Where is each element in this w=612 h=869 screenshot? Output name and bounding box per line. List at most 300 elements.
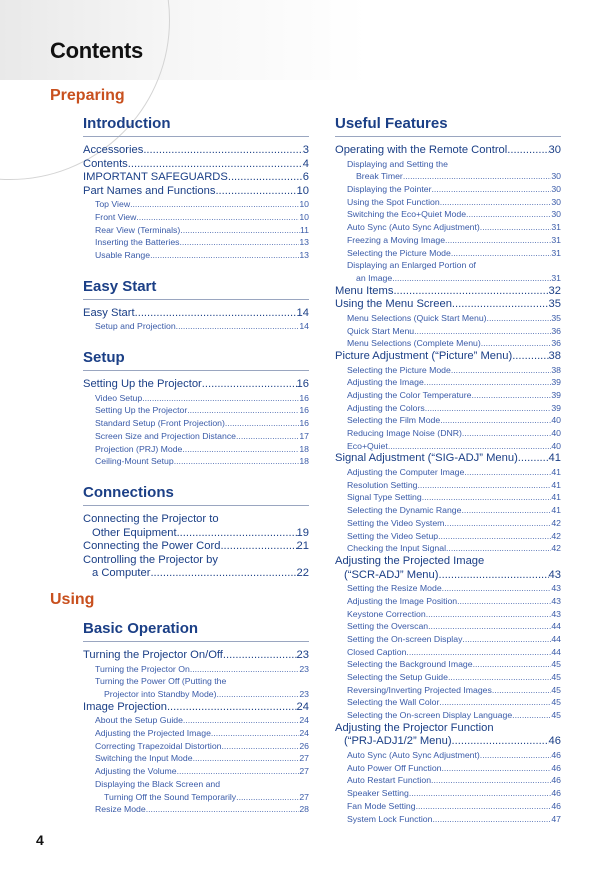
toc-entry-page: 30	[548, 144, 561, 156]
toc-entry-page: 24	[296, 700, 309, 713]
toc-entry-page: 31	[551, 222, 561, 233]
toc-entry-page: 27	[299, 753, 309, 764]
toc-entry-page: 13	[299, 250, 309, 261]
dot-leader	[220, 540, 296, 554]
toc-entry-top-view[interactable]	[83, 198, 309, 211]
dot-leader	[439, 696, 551, 709]
toc-entry-label: Adjusting the Image Position	[347, 595, 458, 606]
dot-leader	[451, 247, 552, 260]
toc-entry-line: Displaying the Black Screen and	[95, 778, 221, 789]
toc-entry-label: Easy Start	[83, 306, 135, 319]
toc-entry-resize-mode[interactable]	[83, 803, 309, 816]
toc-entry-page: 40	[551, 428, 561, 439]
toc-entry-page: 16	[299, 392, 309, 403]
toc-entry-label: Fan Mode Setting	[347, 800, 416, 811]
section-basic-operation	[83, 620, 309, 816]
toc-entry-a-computer[interactable]	[83, 567, 309, 581]
toc-entry-label: Video Setup	[95, 392, 143, 403]
dot-leader	[451, 364, 552, 377]
toc-entry-inserting-the-batteries[interactable]	[83, 236, 309, 249]
toc-entry-label: Setting Up the Projector	[95, 405, 188, 416]
toc-entry-reducing-image-noise-dnr[interactable]	[335, 427, 561, 440]
toc-entry-label: Accessories	[83, 144, 144, 156]
dot-leader	[143, 144, 302, 158]
toc-entry-rear-view-terminals[interactable]	[83, 224, 309, 237]
toc-entry-page: 41	[548, 452, 561, 465]
toc-entry-switching-the-eco-quiet-mode[interactable]	[335, 208, 561, 221]
toc-entry-label: Selecting the Picture Mode	[347, 247, 451, 258]
toc-entry-page: 16	[299, 418, 309, 429]
toc-entry-label: Selecting the Picture Mode	[347, 364, 451, 375]
toc-entry-easy-start[interactable]	[83, 307, 309, 321]
dot-leader	[409, 787, 552, 800]
toc-entry-page: 31	[551, 272, 561, 283]
toc-entry-closed-caption[interactable]	[335, 646, 561, 659]
toc-entry-page: 45	[551, 672, 561, 683]
toc-entry-page: 16	[299, 405, 309, 416]
dot-leader	[473, 658, 552, 671]
dot-leader	[187, 404, 299, 417]
dot-leader	[432, 183, 552, 196]
toc-entry-label: Freezing a Moving Image	[347, 234, 446, 245]
toc-entry-scr-adj-menu[interactable]	[335, 569, 561, 583]
toc-entry-label: a Computer	[92, 567, 151, 580]
toc-entry-page: 14	[299, 321, 309, 332]
section-heading: Useful Features	[335, 115, 561, 137]
toc-entry-label: Adjusting the Color Temperature	[347, 389, 472, 400]
dot-leader	[414, 325, 551, 338]
toc-entry-setting-the-video-setup[interactable]	[335, 530, 561, 543]
toc-entry-label: (“PRJ-ADJ1/2” Menu)	[344, 735, 452, 748]
dot-leader	[228, 171, 303, 185]
toc-entry-usable-range[interactable]	[83, 249, 309, 262]
toc-entry-label: Using the Spot Function	[347, 196, 440, 207]
toc-entry-label: Menu Items	[335, 284, 394, 297]
toc-entry-page: 42	[551, 517, 561, 528]
toc-entry-fan-mode-setting[interactable]	[335, 800, 561, 813]
dot-leader	[223, 649, 297, 663]
toc-entry-label: Eco+Quiet	[347, 440, 388, 451]
toc-entry-label: Inserting the Batteries	[95, 237, 180, 248]
dot-leader	[507, 144, 548, 158]
toc-entry-page: 3	[302, 144, 309, 156]
dot-leader	[442, 582, 552, 595]
toc-entry-label: Image Projection	[83, 700, 167, 713]
toc-entry-label: Setup and Projection	[95, 321, 176, 332]
toc-entry-label: Turning the Projector On/Off	[83, 649, 223, 661]
right-column	[335, 115, 561, 841]
toc-entry-page: 42	[551, 543, 561, 554]
toc-entry-label: Displaying the Pointer	[347, 184, 432, 194]
toc-entry-page: 44	[551, 633, 561, 644]
toc-entry-setup-and-projection[interactable]	[83, 320, 309, 333]
toc-entry-page: 45	[551, 659, 561, 670]
left-column-top	[83, 115, 309, 597]
toc-entry-page: 18	[299, 456, 309, 467]
toc-entry-page: 41	[551, 505, 561, 516]
dot-leader	[146, 803, 300, 816]
toc-entry-page: 14	[296, 306, 309, 319]
dot-leader	[388, 440, 552, 453]
dot-leader	[236, 430, 299, 443]
toc-entry-label: Auto Sync (Auto Sync Adjustment)	[347, 222, 480, 233]
dot-leader	[512, 350, 548, 364]
toc-entry-page: 41	[551, 492, 561, 503]
dot-leader	[190, 663, 300, 676]
toc-entry-turning-off-the-sound-temporarily[interactable]	[83, 791, 309, 804]
toc-entry-label: Checking the Input Signal	[347, 543, 447, 554]
toc-entry-label: Operating with the Remote Control	[335, 144, 508, 156]
toc-entry-adjusting-the-projected-image[interactable]	[83, 727, 309, 740]
toc-entry-label: Rear View (Terminals)	[95, 224, 181, 235]
toc-entry-page: 45	[551, 684, 561, 695]
toc-entry-page: 11	[299, 224, 309, 235]
dot-leader	[480, 221, 552, 234]
left-column-bottom	[83, 620, 309, 832]
toc-entry-line: Turning the Power Off (Putting the	[95, 676, 227, 687]
toc-entry-page: 36	[551, 325, 561, 336]
toc-entry-page: 24	[299, 715, 309, 726]
toc-entry-adjusting-the-volume[interactable]	[83, 765, 309, 778]
toc-entry-adjusting-the-image-position[interactable]	[335, 595, 561, 608]
toc-entry-page: 45	[551, 710, 561, 721]
toc-entry-page: 27	[299, 766, 309, 777]
toc-entry-label: System Lock Function	[347, 813, 433, 824]
toc-entry-label: Ceiling-Mount Setup	[95, 456, 174, 467]
toc-entry-page: 18	[299, 443, 309, 454]
toc-entry-selecting-the-picture-mode[interactable]	[335, 364, 561, 377]
toc-entry-page: 38	[548, 349, 561, 362]
toc-entry-menu-selections-quick-start-menu[interactable]	[335, 312, 561, 325]
toc-entry-page: 35	[548, 298, 561, 311]
dot-leader	[452, 735, 549, 749]
dot-leader	[174, 455, 300, 468]
toc-entry-connecting-the-power-cord[interactable]	[83, 540, 309, 554]
section-useful-features	[335, 115, 561, 825]
dot-leader	[130, 198, 299, 211]
toc-entry-picture-adjustment-picture-menu[interactable]	[335, 350, 561, 364]
toc-entry-projector-into-standby-mode[interactable]	[83, 688, 309, 701]
toc-entry-quick-start-menu[interactable]	[335, 325, 561, 338]
toc-entry-auto-sync-auto-sync-adjustment[interactable]	[335, 221, 561, 234]
toc-entry-front-view[interactable]	[83, 211, 309, 224]
toc-entry-contents[interactable]	[83, 158, 309, 172]
dot-leader	[428, 620, 551, 633]
toc-entry-page: 31	[551, 234, 561, 245]
toc-entry-label: an Image	[356, 272, 393, 283]
dot-leader	[128, 158, 303, 172]
toc-entry-setting-the-resize-mode[interactable]	[335, 582, 561, 595]
dot-leader	[136, 211, 299, 224]
toc-entry-page: 36	[551, 338, 561, 349]
toc-entry-page: 40	[551, 440, 561, 451]
dot-leader	[444, 517, 551, 530]
toc-entry-label: Correcting Trapezoidal Distortion	[95, 740, 222, 751]
toc-entry-checking-the-input-signal[interactable]	[335, 542, 561, 555]
toc-entry-label: Speaker Setting	[347, 788, 409, 799]
toc-entry-page: 28	[299, 804, 309, 815]
toc-entry-page: 4	[302, 157, 309, 170]
dot-leader	[177, 527, 297, 541]
toc-entry-accessories[interactable]	[83, 144, 309, 158]
toc-entry-label: Adjusting the Image	[347, 377, 424, 388]
dot-leader	[150, 567, 296, 581]
toc-entry-signal-adjustment-sig-adj-menu[interactable]	[335, 452, 561, 466]
toc-entry-label: Menu Selections (Complete Menu)	[347, 338, 481, 349]
page-title: Contents	[50, 38, 143, 63]
toc-entry-page: 30	[551, 196, 561, 207]
toc-entry-auto-power-off-function[interactable]	[335, 762, 561, 775]
toc-entry-label: Reversing/Inverting Projected Images	[347, 684, 492, 695]
toc-entry-resolution-setting[interactable]	[335, 479, 561, 492]
toc-entry-auto-sync-auto-sync-adjustment[interactable]	[335, 749, 561, 762]
toc-entry-standard-setup-front-projection[interactable]	[83, 417, 309, 430]
toc-entry-label: Selecting the Dynamic Range	[347, 505, 462, 516]
toc-entry-setting-the-on-screen-display[interactable]	[335, 633, 561, 646]
section-connections	[83, 484, 309, 581]
toc-entry-page: 43	[548, 568, 561, 581]
toc-entry-correcting-trapezoidal-distortion[interactable]	[83, 740, 309, 753]
toc-entry-page: 23	[299, 663, 309, 674]
toc-entry-label: Adjusting the Projected Image	[95, 728, 211, 738]
dot-leader	[512, 709, 551, 722]
dot-leader	[217, 688, 300, 701]
dot-leader	[180, 224, 300, 237]
toc-entry-page: 6	[302, 171, 309, 184]
dot-leader	[462, 427, 551, 440]
dot-leader	[457, 595, 551, 608]
toc-entry-screen-size-and-projection-distance[interactable]	[83, 430, 309, 443]
toc-entry-page: 46	[548, 735, 561, 748]
toc-entry-part-names-and-functions[interactable]	[83, 185, 309, 199]
toc-entry-label: About the Setup Guide	[95, 715, 183, 726]
dot-leader	[440, 414, 551, 427]
toc-entry-page: 38	[551, 364, 561, 375]
toc-entry-line: Displaying and Setting the	[347, 158, 448, 169]
toc-entry-page: 41	[551, 479, 561, 490]
toc-entry-ceiling-mount-setup[interactable]	[83, 455, 309, 468]
dot-leader	[442, 762, 552, 775]
toc-entry-label: Front View	[95, 212, 137, 223]
toc-entry-label: Selecting the Background Image	[347, 659, 473, 670]
dot-leader	[183, 714, 299, 727]
toc-entry-page: 42	[551, 530, 561, 541]
toc-entry-important-safeguards[interactable]	[83, 171, 309, 185]
toc-entry-page: 24	[299, 728, 309, 738]
section-introduction	[83, 115, 309, 262]
toc-entry-adjusting-the-colors[interactable]	[335, 402, 561, 415]
toc-entry-selecting-the-setup-guide[interactable]	[335, 671, 561, 684]
toc-entry-label: Setting Up the Projector	[83, 378, 202, 391]
toc-entry-menu-selections-complete-menu[interactable]	[335, 337, 561, 350]
toc-entry-setting-up-the-projector[interactable]	[83, 378, 309, 392]
toc-entry-label: Adjusting the Volume	[95, 766, 177, 777]
dot-leader	[445, 234, 551, 247]
toc-entry-label: Menu Selections (Quick Start Menu)	[347, 312, 487, 323]
toc-entry-label: Quick Start Menu	[347, 325, 415, 336]
toc-entry-label: Keystone Correction	[347, 608, 426, 619]
toc-entry-adjusting-the-computer-image[interactable]	[335, 466, 561, 479]
dot-leader	[466, 208, 551, 221]
toc-entry-label: Screen Size and Projection Distance	[95, 430, 237, 441]
toc-entry-page: 21	[296, 540, 309, 553]
toc-entry-page: 31	[551, 247, 561, 258]
part-heading-preparing: Preparing	[50, 87, 125, 104]
toc-entry-turning-the-projector-on-off[interactable]	[83, 649, 309, 663]
dot-leader	[225, 417, 299, 430]
dot-leader	[425, 402, 552, 415]
toc-entry-an-image[interactable]	[335, 272, 561, 285]
toc-entry-about-the-setup-guide[interactable]	[83, 714, 309, 727]
toc-entry-page: 23	[296, 649, 309, 661]
toc-entry-label: Break Timer	[356, 171, 403, 182]
toc-entry-selecting-the-background-image[interactable]	[335, 658, 561, 671]
toc-entry-label: Resolution Setting	[347, 479, 418, 490]
dot-leader	[462, 633, 551, 646]
toc-entry-page: 30	[551, 171, 561, 182]
dot-leader	[518, 452, 549, 466]
toc-entry-eco-quiet[interactable]	[335, 440, 561, 453]
dot-leader	[432, 813, 551, 826]
toc-entry-speaker-setting[interactable]	[335, 787, 561, 800]
dot-leader	[215, 185, 296, 199]
dot-leader	[150, 249, 299, 262]
toc-entry-page: 39	[551, 389, 561, 400]
toc-entry-page: 46	[551, 750, 561, 761]
toc-entry-label: Picture Adjustment (“Picture” Menu)	[335, 349, 513, 362]
dot-leader	[480, 749, 552, 762]
toc-entry-freezing-a-moving-image[interactable]	[335, 234, 561, 247]
toc-entry-label: Setting the Overscan	[347, 621, 429, 632]
toc-entry-selecting-the-film-mode[interactable]	[335, 414, 561, 427]
dot-leader	[440, 196, 552, 209]
toc-entry-adjusting-the-image[interactable]	[335, 376, 561, 389]
toc-entry-label: Projector into Standby Mode)	[104, 689, 217, 699]
dot-leader	[167, 701, 297, 715]
dot-leader	[461, 504, 551, 517]
toc-entry-other-equipment[interactable]	[83, 527, 309, 541]
dot-leader	[403, 170, 552, 183]
toc-entry-setting-the-video-system[interactable]	[335, 517, 561, 530]
toc-entry-label: Auto Sync (Auto Sync Adjustment)	[347, 750, 480, 761]
toc-entry-label: Auto Restart Function	[347, 775, 432, 786]
toc-entry-page: 10	[296, 184, 309, 197]
toc-entry-switching-the-input-mode[interactable]	[83, 752, 309, 765]
toc-entry-page: 46	[551, 788, 561, 799]
toc-entry-page: 10	[299, 199, 309, 210]
toc-entry-page: 43	[551, 595, 561, 606]
dot-leader	[176, 320, 300, 333]
toc-entry-selecting-the-picture-mode[interactable]	[335, 247, 561, 260]
toc-entry-image-projection[interactable]	[83, 701, 309, 715]
toc-entry-line: Adjusting the Projected Image	[335, 554, 485, 567]
toc-entry-page: 27	[299, 791, 309, 802]
toc-entry-label: Usable Range	[95, 250, 151, 261]
page-number: 4	[36, 832, 44, 848]
toc-entry-using-the-spot-function[interactable]	[335, 196, 561, 209]
toc-entry-menu-items[interactable]	[335, 285, 561, 299]
toc-entry-selecting-the-on-screen-display-language[interactable]	[335, 709, 561, 722]
toc-entry-operating-with-the-remote-control[interactable]	[335, 144, 561, 158]
dot-leader	[426, 608, 552, 621]
dot-leader	[438, 569, 548, 583]
dot-leader	[446, 542, 551, 555]
toc-entry-keystone-correction[interactable]	[335, 608, 561, 621]
dot-leader	[236, 791, 299, 804]
toc-entry-projection-prj-mode[interactable]	[83, 443, 309, 456]
toc-entry-displaying-the-pointer[interactable]	[335, 183, 561, 196]
dot-leader	[424, 376, 552, 389]
toc-entry-label: IMPORTANT SAFEGUARDS	[83, 171, 228, 184]
toc-entry-page: 19	[296, 526, 309, 539]
dot-leader	[438, 530, 551, 543]
toc-entry-video-setup[interactable]	[83, 392, 309, 405]
toc-entry-selecting-the-dynamic-range[interactable]	[335, 504, 561, 517]
toc-entry-label: Reducing Image Noise (DNR)	[347, 428, 462, 439]
toc-entry-auto-restart-function[interactable]	[335, 774, 561, 787]
toc-entry-page: 17	[299, 430, 309, 441]
section-setup	[83, 349, 309, 468]
toc-entry-page: 23	[299, 689, 309, 699]
toc-entry-label: Part Names and Functions	[83, 184, 216, 197]
toc-entry-signal-type-setting[interactable]	[335, 491, 561, 504]
dot-leader	[418, 479, 552, 492]
dot-leader	[182, 443, 299, 456]
toc-entry-label: Selecting the Setup Guide	[347, 672, 448, 683]
toc-entry-line: Adjusting the Projector Function	[335, 721, 494, 734]
toc-entry-system-lock-function[interactable]	[335, 813, 561, 826]
toc-entry-reversing-inverting-projected-images[interactable]	[335, 684, 561, 697]
toc-entry-page: 46	[551, 775, 561, 786]
toc-entry-label: Turning Off the Sound Temporarily	[104, 791, 237, 802]
toc-entry-turning-the-projector-on[interactable]	[83, 663, 309, 676]
toc-entry-setting-the-overscan[interactable]	[335, 620, 561, 633]
toc-entry-page: 10	[299, 212, 309, 223]
toc-entry-page: 30	[551, 209, 561, 220]
toc-entry-label: Closed Caption	[347, 646, 407, 657]
dot-leader	[202, 378, 297, 392]
toc-entry-label: Switching the Input Mode	[95, 753, 193, 764]
toc-entry-setting-up-the-projector[interactable]	[83, 404, 309, 417]
dot-leader	[135, 307, 297, 321]
dot-leader	[222, 740, 300, 753]
toc-entry-label: (“SCR-ADJ” Menu)	[344, 568, 439, 581]
toc-entry-page: 46	[551, 762, 561, 773]
dot-leader	[393, 285, 548, 299]
toc-entry-adjusting-the-color-temperature[interactable]	[335, 389, 561, 402]
toc-entry-page: 40	[551, 415, 561, 426]
section-heading: Easy Start	[83, 278, 309, 300]
toc-entry-page: 44	[551, 646, 561, 657]
toc-entry-break-timer[interactable]	[335, 170, 561, 183]
toc-entry-page: 43	[551, 583, 561, 594]
toc-entry-page: 13	[299, 237, 309, 248]
toc-entry-label: Projection (PRJ) Mode	[95, 443, 183, 454]
toc-entry-using-the-menu-screen[interactable]	[335, 298, 561, 312]
dot-leader	[452, 298, 549, 312]
toc-entry-page: 35	[551, 312, 561, 323]
section-heading: Introduction	[83, 115, 309, 137]
toc-entry-page: 41	[551, 467, 561, 478]
toc-entry-page: 43	[551, 608, 561, 619]
part-heading-using: Using	[50, 591, 95, 608]
toc-entry-prj-adj1-2-menu[interactable]	[335, 735, 561, 749]
dot-leader	[211, 727, 299, 740]
toc-entry-selecting-the-wall-color[interactable]	[335, 696, 561, 709]
dot-leader	[481, 337, 552, 350]
toc-entry-label: Selecting the Wall Color	[347, 697, 440, 708]
toc-entry-page: 39	[551, 402, 561, 413]
